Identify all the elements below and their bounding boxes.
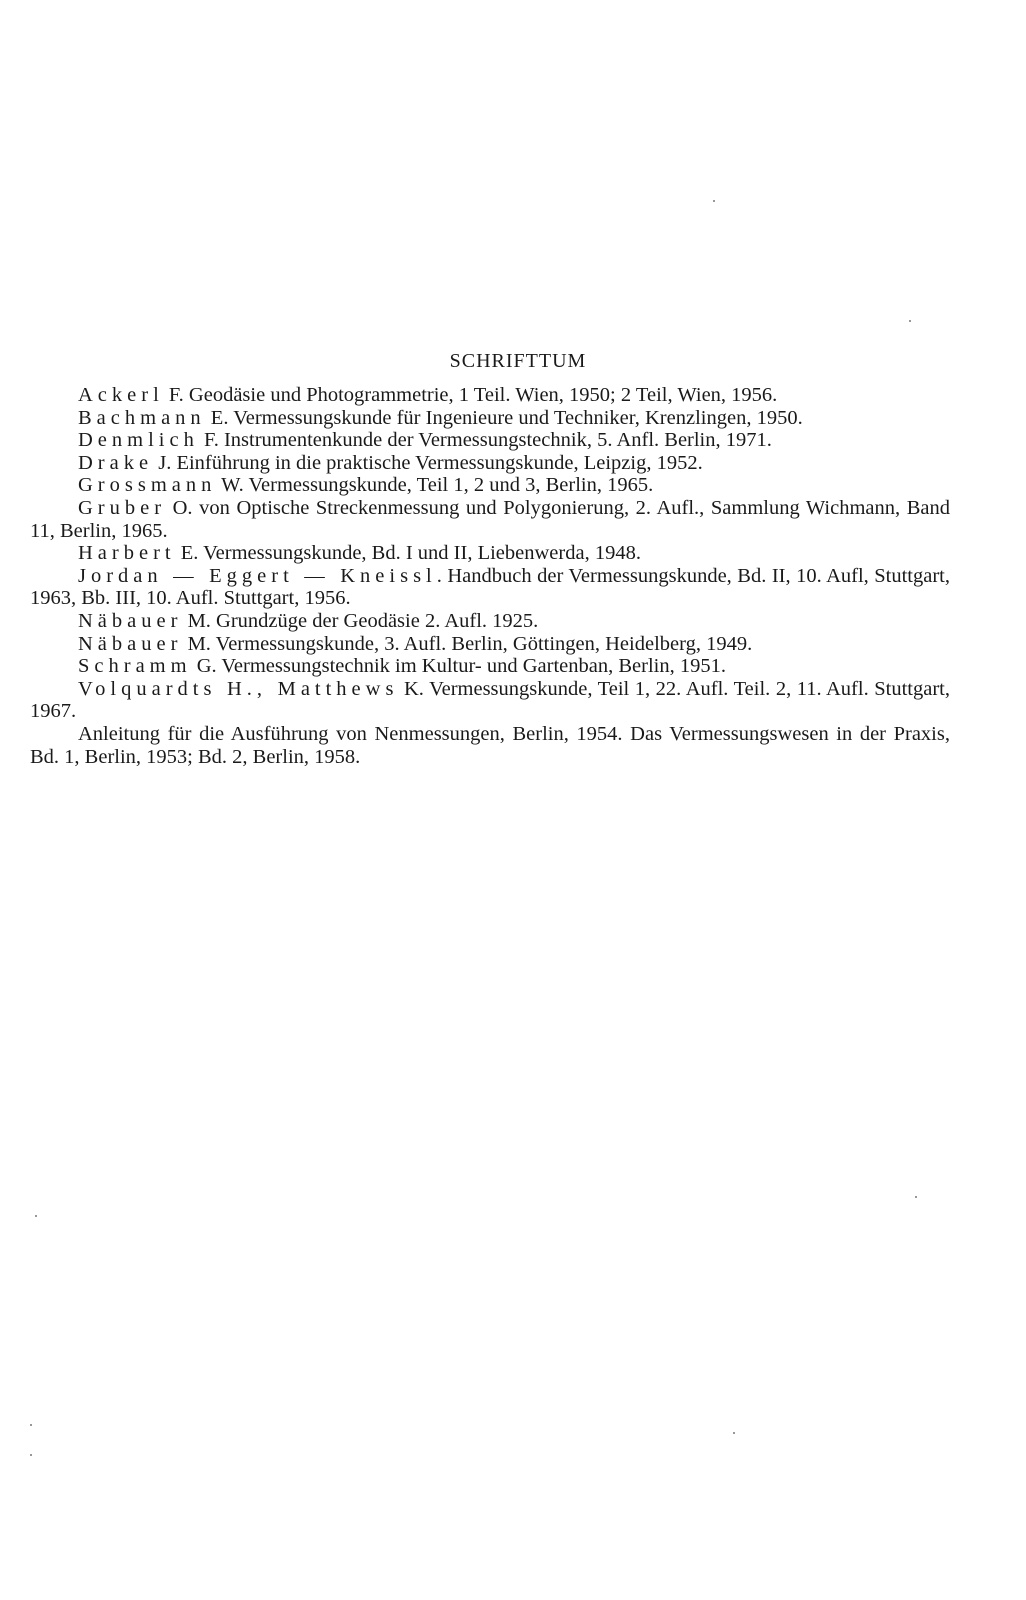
reference-text: J. Einführung in die praktische Vermessungskunde, Leipzig, 1952. — [153, 451, 703, 474]
reference-author: Ackerl — [78, 384, 164, 406]
reference-entry — [30, 429, 950, 452]
scan-speck — [909, 320, 911, 322]
reference-author: Schramm — [78, 655, 192, 678]
reference-text: . Handbuch der Vermessungskunde, Bd. II, 10. Aufl, Stuttgart, 1963, Bb. III, 10. Aufl. Stuttgart, 1956. — [30, 564, 950, 610]
scan-speck — [733, 1432, 735, 1434]
reference-text: K. Vermessungskunde, Teil 1, 22. Aufl. Teil. 2, 11. Aufl. Stuttgart, 1967. — [30, 677, 950, 723]
reference-entry — [30, 610, 950, 633]
reference-author: Näbauer — [78, 632, 183, 655]
reference-entry — [30, 678, 950, 723]
reference-text: F. Instrumentenkunde der Vermessungstechnik, 5. Anfl. Berlin, 1971. — [198, 429, 772, 452]
page-title: SCHRIFTTUM — [449, 350, 587, 372]
reference-text: M. Vermessungskunde, 3. Aufl. Berlin, Göttingen, Heidelberg, 1949. — [182, 632, 753, 655]
reference-entry — [30, 474, 950, 497]
reference-text: F. Geodäsie und Photogrammetrie, 1 Teil. Wien, 1950; 2 Teil, Wien, 1956. — [163, 384, 778, 406]
reference-text: G. Vermessungstechnik im Kultur- und Gartenban, Berlin, 1951. — [191, 655, 726, 678]
reference-author: Volquardts H., Matthews — [78, 677, 399, 700]
reference-author: Denmlich — [78, 429, 199, 452]
reference-author: Harbert — [78, 542, 176, 565]
reference-entry — [30, 497, 950, 542]
reference-author: Jordan — Eggert — Kneissl — [78, 564, 437, 587]
reference-author: Näbauer — [78, 609, 183, 632]
reference-entry — [30, 384, 950, 407]
reference-entry — [30, 452, 950, 475]
reference-author: Grossmann — [78, 474, 217, 497]
scan-speck — [713, 200, 715, 202]
reference-author: Drake — [78, 451, 154, 474]
reference-entry — [30, 723, 950, 768]
scan-speck — [915, 1196, 917, 1198]
reference-text: M. Grundzüge der Geodäsie 2. Aufl. 1925. — [182, 609, 539, 632]
bibliography-list — [30, 384, 950, 768]
reference-entry — [30, 633, 950, 656]
reference-text: E. Vermessungskunde, Bd. I und II, Liebenwerda, 1948. — [175, 542, 641, 565]
reference-text: E. Vermessungskunde für Ingenieure und Techniker, Krenzlingen, 1950. — [205, 406, 803, 429]
scan-speck — [35, 1215, 37, 1217]
reference-entry — [30, 542, 950, 565]
scan-speck — [30, 1454, 32, 1456]
reference-entry — [30, 565, 950, 610]
scan-speck — [30, 1424, 32, 1426]
reference-author: Bachmann — [78, 406, 206, 429]
reference-entry — [30, 655, 950, 678]
reference-entry — [30, 407, 950, 430]
reference-author: Gruber — [78, 496, 167, 519]
reference-text: Anleitung für die Ausführung von Nenmessungen, Berlin, 1954. Das Vermessungswesen in der Praxis, Bd. 1, Berlin, 1953; Bd. 2, Berlin, 1958. — [30, 722, 950, 768]
reference-text: O. von Optische Streckenmessung und Polygonierung, 2. Aufl., Sammlung Wichmann, Band 11, Berlin, 1965. — [30, 496, 950, 542]
reference-text: W. Vermessungskunde, Teil 1, 2 und 3, Berlin, 1965. — [216, 474, 654, 497]
